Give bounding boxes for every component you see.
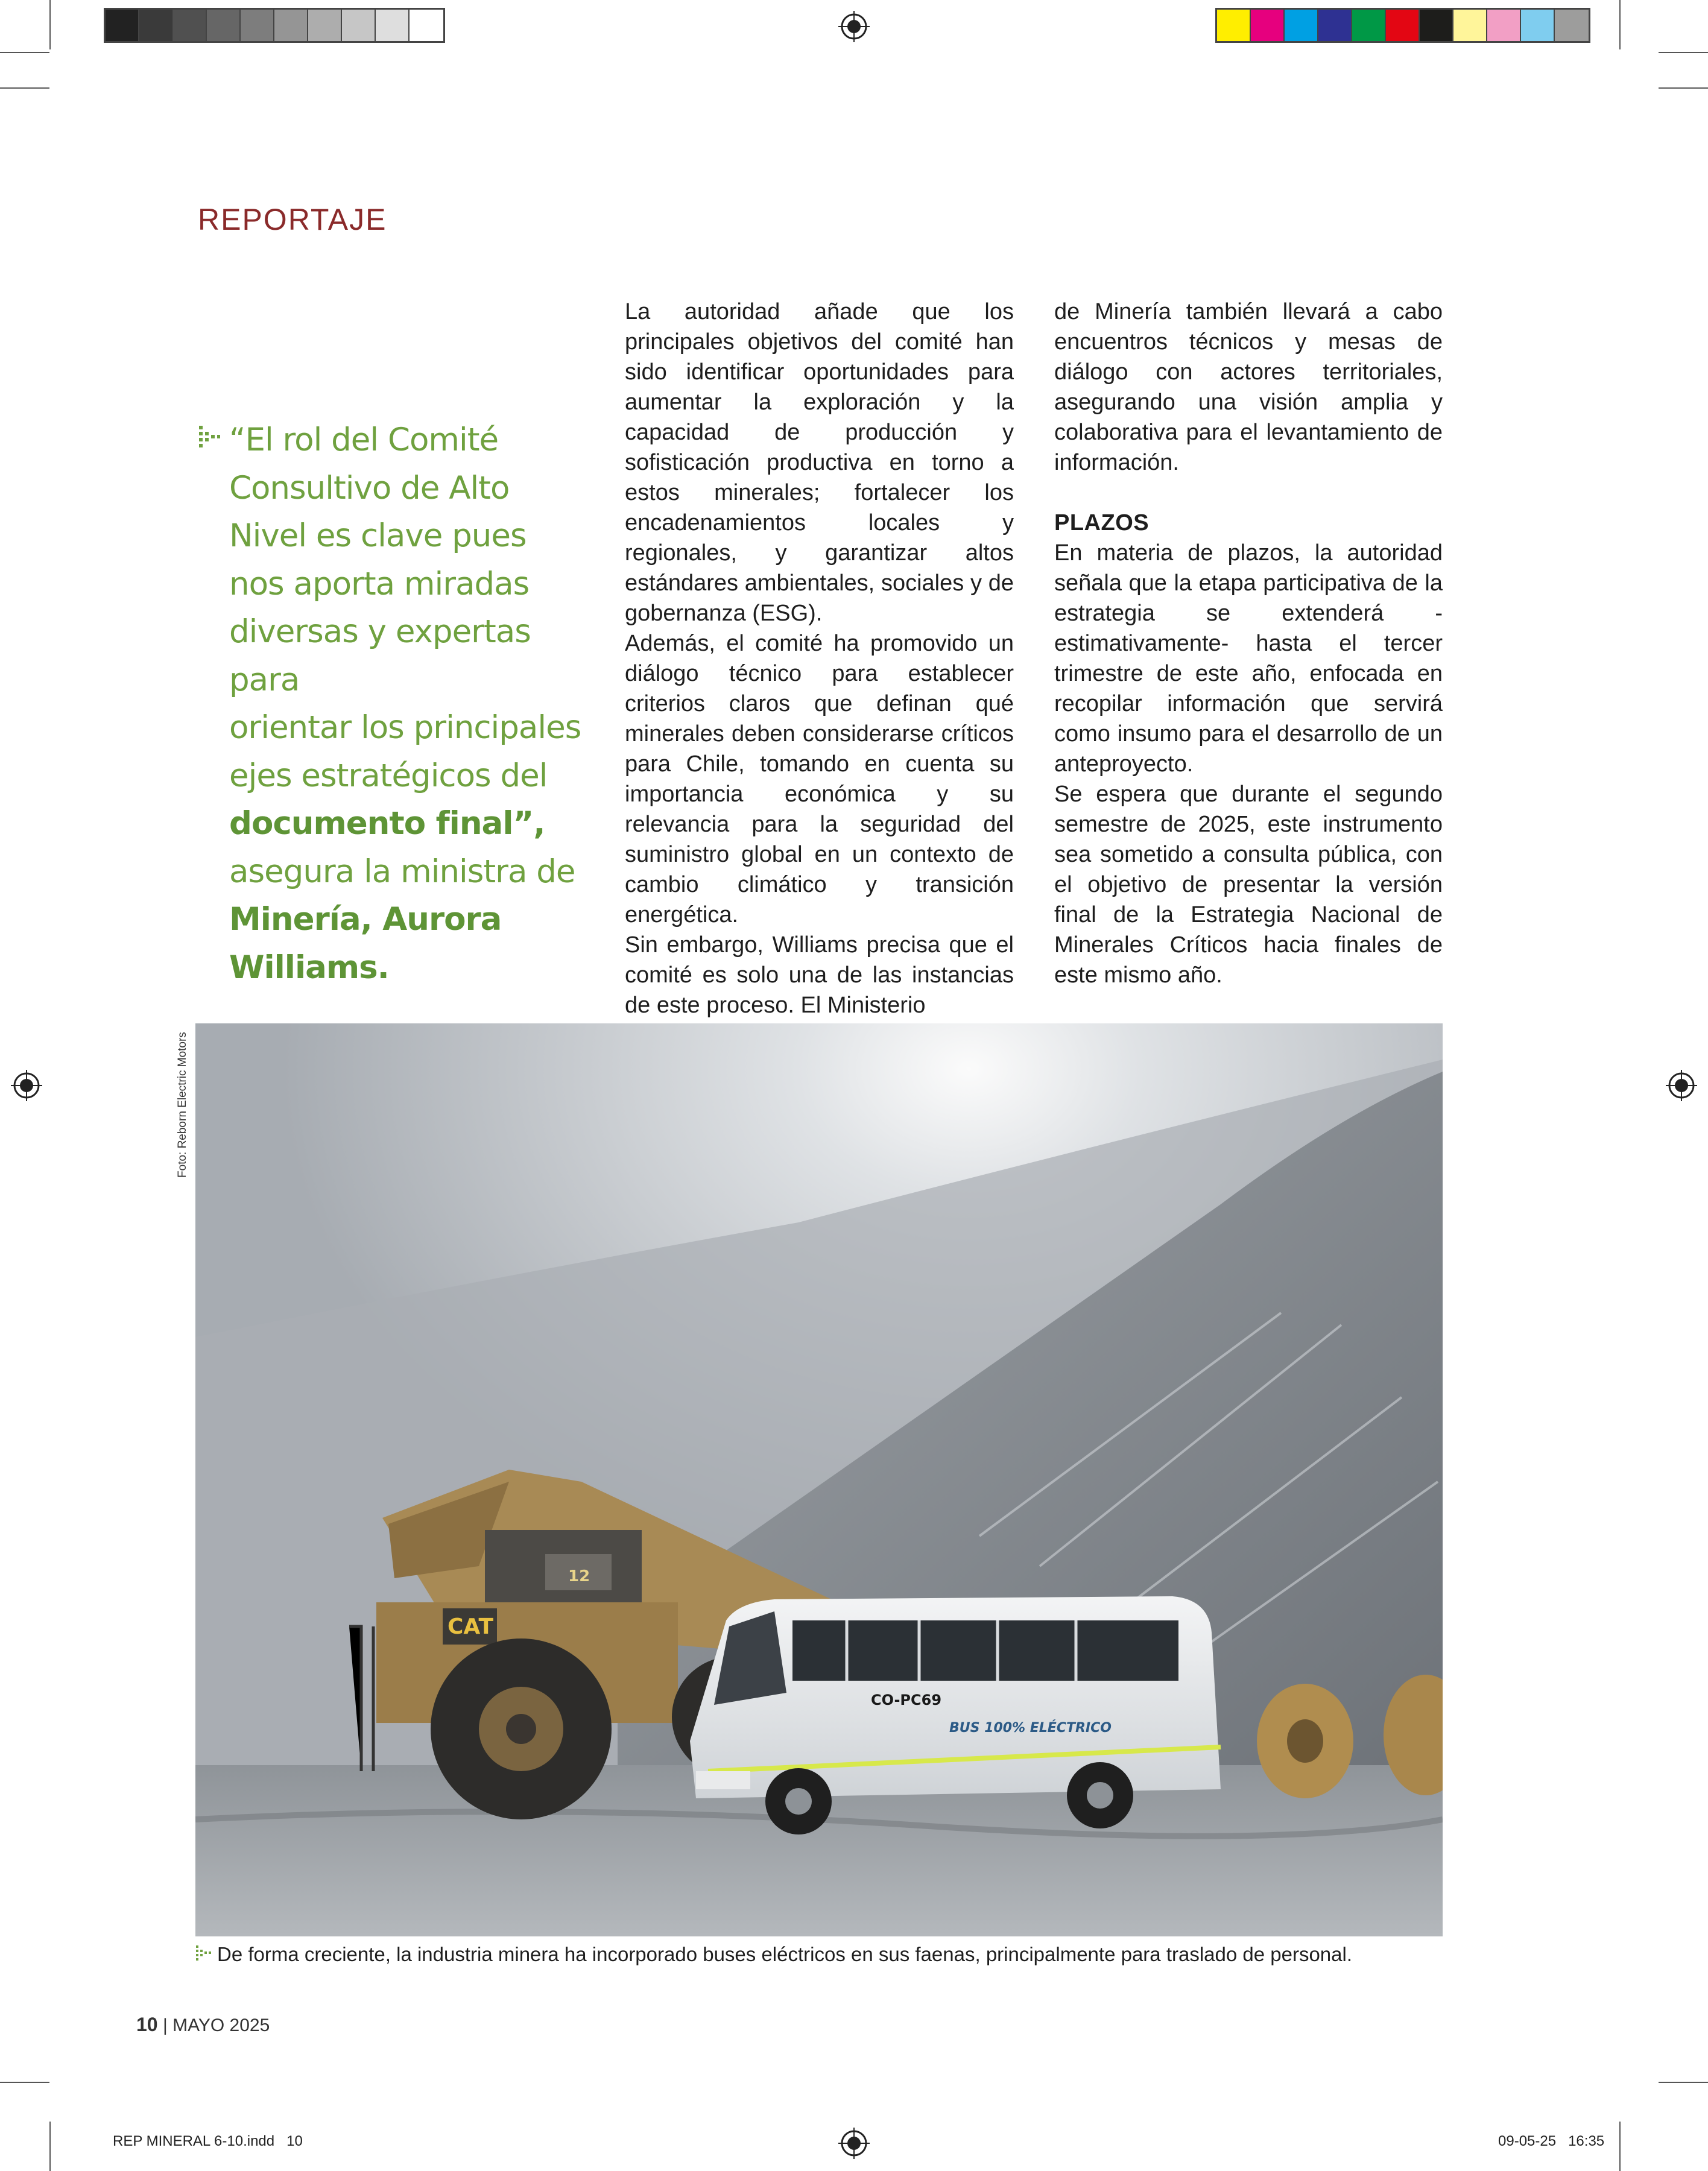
- quote-line: nos aporta miradas: [229, 565, 530, 602]
- color-swatch: [207, 10, 241, 41]
- quote-line: ejes estratégicos del: [229, 757, 548, 794]
- caption-text: De forma creciente, la industria minera ha incorporado buses eléctricos en sus faenas, principalmente para traslado de personal.: [217, 1943, 1353, 1965]
- quote-attribution: asegura la ministra de: [229, 853, 575, 890]
- slug-filename: REP MINERAL 6-10.indd 10: [113, 2133, 303, 2149]
- paragraph: Además, el comité ha promovido un diálogo técnico para establecer criterios claros que definan qué minerales deben considerarse críticos para Chile, tomando en cuenta su importancia económica y su relevancia para la seguridad del suministro global en un contexto de cambio climático y transición energética.: [625, 631, 1014, 927]
- color-swatch: [1318, 10, 1352, 41]
- color-swatch: [1487, 10, 1521, 41]
- section-label: REPORTAJE: [198, 203, 387, 236]
- color-swatch: [241, 10, 274, 41]
- subheading: PLAZOS: [1054, 510, 1150, 536]
- quote-line: diversas y expertas para: [229, 613, 531, 698]
- article-column-2: [1054, 297, 1443, 990]
- crop-mark: [1619, 2122, 1621, 2171]
- color-swatch: [342, 10, 376, 41]
- crop-mark: [1619, 0, 1621, 49]
- issue-date: MAYO 2025: [172, 2015, 270, 2035]
- bus-id: CO-PC69: [871, 1692, 942, 1708]
- registration-mark-icon: [11, 1070, 42, 1101]
- paragraph: Se espera que durante el segundo semestre de 2025, este instrumento sea sometido a consulta pública, con el objetivo de presentar la versión final de la Estrategia Nacional de Minerales Críticos hacia finales de este mismo año.: [1054, 782, 1443, 988]
- crop-mark: [49, 0, 51, 49]
- dot-bullet-icon: [195, 1944, 212, 1965]
- pull-quote: [229, 416, 591, 991]
- photo-credit: [172, 1023, 193, 1180]
- bus-label: BUS 100% ELÉCTRICO: [949, 1721, 1112, 1736]
- color-swatch: [1386, 10, 1420, 41]
- crop-mark: [1659, 87, 1708, 89]
- paragraph: En materia de plazos, la autoridad señala que la etapa participativa de la estrategia se extenderá -estimativamente- hasta el tercer trimestre de este año, enfocada en recopilar información que servirá como insumo para el desarrollo de un anteproyecto.: [1054, 540, 1443, 777]
- crop-mark: [1659, 2082, 1708, 2083]
- color-swatch: [1453, 10, 1487, 41]
- color-swatch: [274, 10, 308, 41]
- color-swatch: [1285, 10, 1318, 41]
- photo-caption: [195, 1943, 1352, 1966]
- registration-mark-icon: [1666, 1070, 1697, 1101]
- color-swatch: [1420, 10, 1453, 41]
- quote-line: Consultivo de Alto: [229, 469, 510, 507]
- crop-mark: [0, 52, 49, 53]
- crop-mark: [1659, 52, 1708, 53]
- quote-line: Nivel es clave pues: [229, 517, 527, 554]
- color-swatch: [139, 10, 173, 41]
- quote-line: orientar los principales: [229, 709, 581, 746]
- quote-bold-phrase: documento final”,: [229, 805, 545, 842]
- dot-bullet-icon: [198, 423, 222, 452]
- article-column-1: [625, 297, 1014, 1020]
- color-swatch: [410, 10, 443, 41]
- crop-mark: [49, 2122, 51, 2171]
- article-photo: [195, 1023, 1443, 1936]
- registration-mark-icon: [838, 2128, 870, 2159]
- grayscale-color-bar: [104, 8, 445, 43]
- crop-mark: [0, 87, 49, 89]
- paragraph: Sin embargo, Williams precisa que el comité es solo una de las instancias de este proceso. El Ministerio: [625, 932, 1014, 1018]
- color-swatch: [1555, 10, 1589, 41]
- process-color-bar: [1215, 8, 1590, 43]
- color-swatch: [1521, 10, 1555, 41]
- color-swatch: [1217, 10, 1251, 41]
- quote-attribution-name: Minería, Aurora Williams.: [229, 901, 502, 986]
- truck-brand: CAT: [448, 1614, 494, 1639]
- page-folio: 10 | MAYO 2025: [136, 2014, 270, 2035]
- crop-mark: [0, 2082, 49, 2083]
- paragraph: La autoridad añade que los principales objetivos del comité han sido identificar oportunidades para aumentar la exploración y la capacidad de producción y sofisticación productiva en torno a estos minerales; fortalecer los encadenamientos locales y regionales, y garantizar altos estándares ambientales, sociales y de gobernanza (ESG).: [625, 299, 1014, 626]
- page-number: 10: [136, 2014, 158, 2035]
- color-swatch: [308, 10, 342, 41]
- mine-scene-illustration: [195, 1023, 1443, 1936]
- photo-credit-text: Foto: Reborn Electric Motors: [176, 1032, 189, 1178]
- truck-number: 12: [568, 1567, 590, 1585]
- color-swatch: [173, 10, 207, 41]
- paragraph: de Minería también llevará a cabo encuentros técnicos y mesas de diálogo con actores territoriales, asegurando una visión amplia y colaborativa para el levantamiento de información.: [1054, 299, 1443, 475]
- color-swatch: [1352, 10, 1386, 41]
- registration-mark-icon: [838, 11, 870, 42]
- slug-datetime: 09-05-25 16:35: [1498, 2133, 1605, 2149]
- color-swatch: [1251, 10, 1285, 41]
- color-swatch: [376, 10, 410, 41]
- quote-line: “El rol del Comité: [229, 422, 499, 458]
- color-swatch: [106, 10, 139, 41]
